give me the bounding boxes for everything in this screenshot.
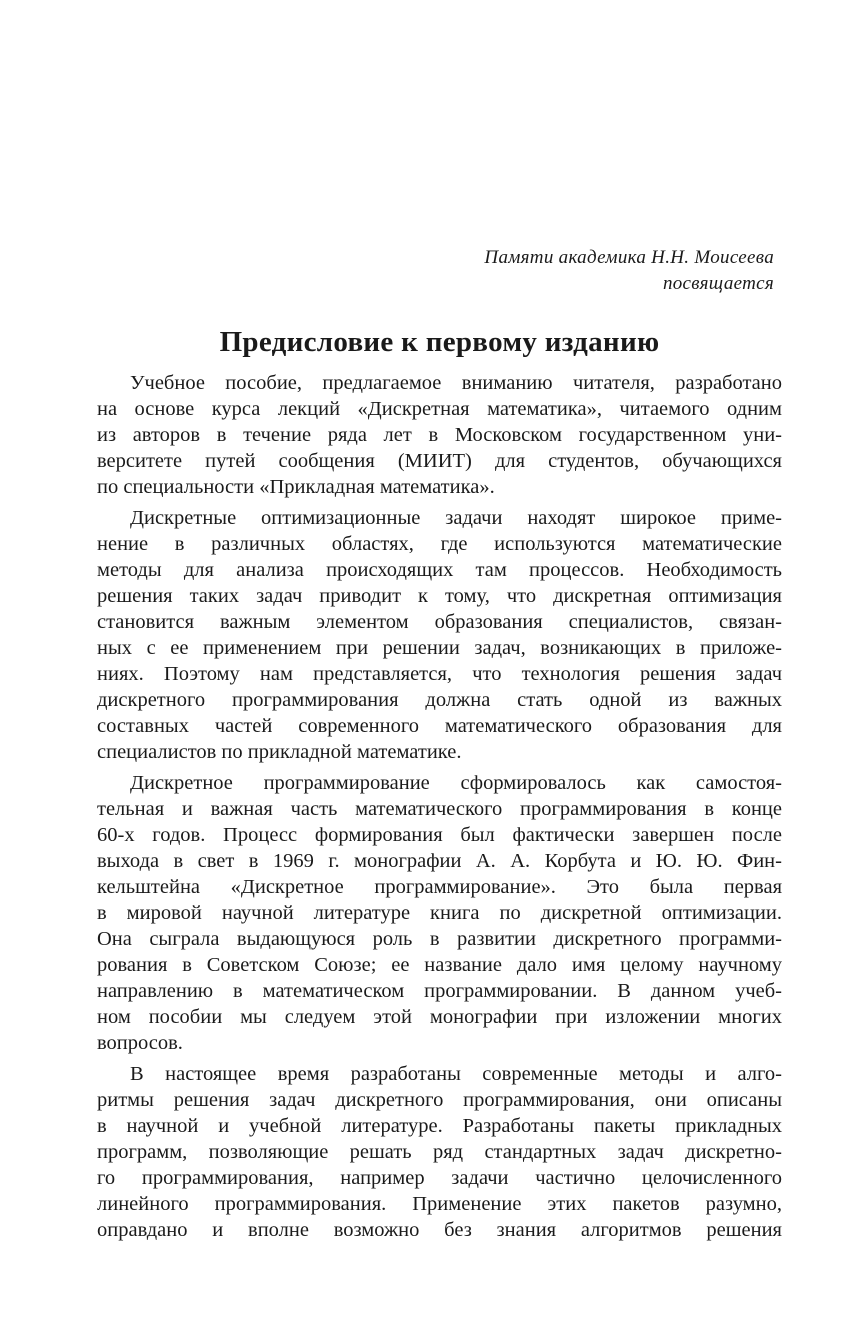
text-line: решения таких задач приводит к тому, что дискретная оптимизация xyxy=(97,585,782,607)
text-line: в научной и учебной литературе. Разработаны пакеты прикладных xyxy=(97,1115,782,1137)
body-text xyxy=(97,370,782,1248)
text-line: дискретного программирования должна стать одной из важных xyxy=(97,689,782,711)
text-line: на основе курса лекций «Дискретная математика», читаемого одним xyxy=(97,398,782,420)
text-line: направлению в математическом программировании. В данном учеб- xyxy=(97,980,782,1002)
text-line: Учебное пособие, предлагаемое вниманию читателя, разработано xyxy=(130,372,782,394)
text-line: по специальности «Прикладная математика». xyxy=(97,476,495,498)
epigraph-line-1: Памяти академика Н.Н. Моисеева xyxy=(484,247,774,268)
text-line: верситете путей сообщения (МИИТ) для студентов, обучающихся xyxy=(97,450,782,472)
paragraph-2 xyxy=(97,505,782,765)
text-line: ном пособии мы следуем этой монографии при изложении многих xyxy=(97,1006,782,1028)
page-title: Предисловие к первому изданию xyxy=(219,326,660,358)
text-line: кельштейна «Дискретное программирование». Это была первая xyxy=(97,876,782,898)
text-line: вопросов. xyxy=(97,1032,183,1054)
text-line: Дискретные оптимизационные задачи находят широкое приме- xyxy=(130,507,782,529)
paragraph-1 xyxy=(97,370,782,500)
text-line: в мировой научной литературе книга по дискретной оптимизации. xyxy=(97,902,782,924)
text-line: специалистов по прикладной математике. xyxy=(97,741,462,763)
text-line: В настоящее время разработаны современные методы и алго- xyxy=(130,1063,782,1085)
text-line: ных с ее применением при решении задач, возникающих в приложе- xyxy=(97,637,782,659)
text-line: линейного программирования. Применение этих пакетов разумно, xyxy=(97,1193,782,1215)
paragraph-3 xyxy=(97,770,782,1056)
book-page xyxy=(97,0,782,1330)
epigraph xyxy=(484,245,774,297)
paragraph-4 xyxy=(97,1061,782,1243)
text-line: составных частей современного математического образования для xyxy=(97,715,782,737)
text-line: Она сыграла выдающуюся роль в развитии дискретного программи- xyxy=(97,928,782,950)
epigraph-line-2: посвящается xyxy=(662,273,774,294)
text-line: оправдано и вполне возможно без знания алгоритмов решения xyxy=(97,1219,782,1241)
text-line: выхода в свет в 1969 г. монографии А. А. Корбута и Ю. Ю. Фин- xyxy=(97,850,782,872)
text-line: рования в Советском Союзе; ее название дало имя целому научному xyxy=(97,954,782,976)
text-line: тельная и важная часть математического программирования в конце xyxy=(97,798,782,820)
text-line: программ, позволяющие решать ряд стандартных задач дискретно- xyxy=(97,1141,782,1163)
text-line: из авторов в течение ряда лет в Московском государственном уни- xyxy=(97,424,782,446)
text-line: методы для анализа происходящих там процессов. Необходимость xyxy=(97,559,782,581)
text-line: го программирования, например задачи частично целочисленного xyxy=(97,1167,782,1189)
text-line: становится важным элементом образования специалистов, связан- xyxy=(97,611,782,633)
text-line: нение в различных областях, где используются математические xyxy=(97,533,782,555)
text-line: ритмы решения задач дискретного программирования, они описаны xyxy=(97,1089,782,1111)
text-line: ниях. Поэтому нам представляется, что технология решения задач xyxy=(97,663,782,685)
text-line: Дискретное программирование сформировалось как самостоя- xyxy=(130,772,782,794)
text-line: 60-х годов. Процесс формирования был фактически завершен после xyxy=(97,824,782,846)
